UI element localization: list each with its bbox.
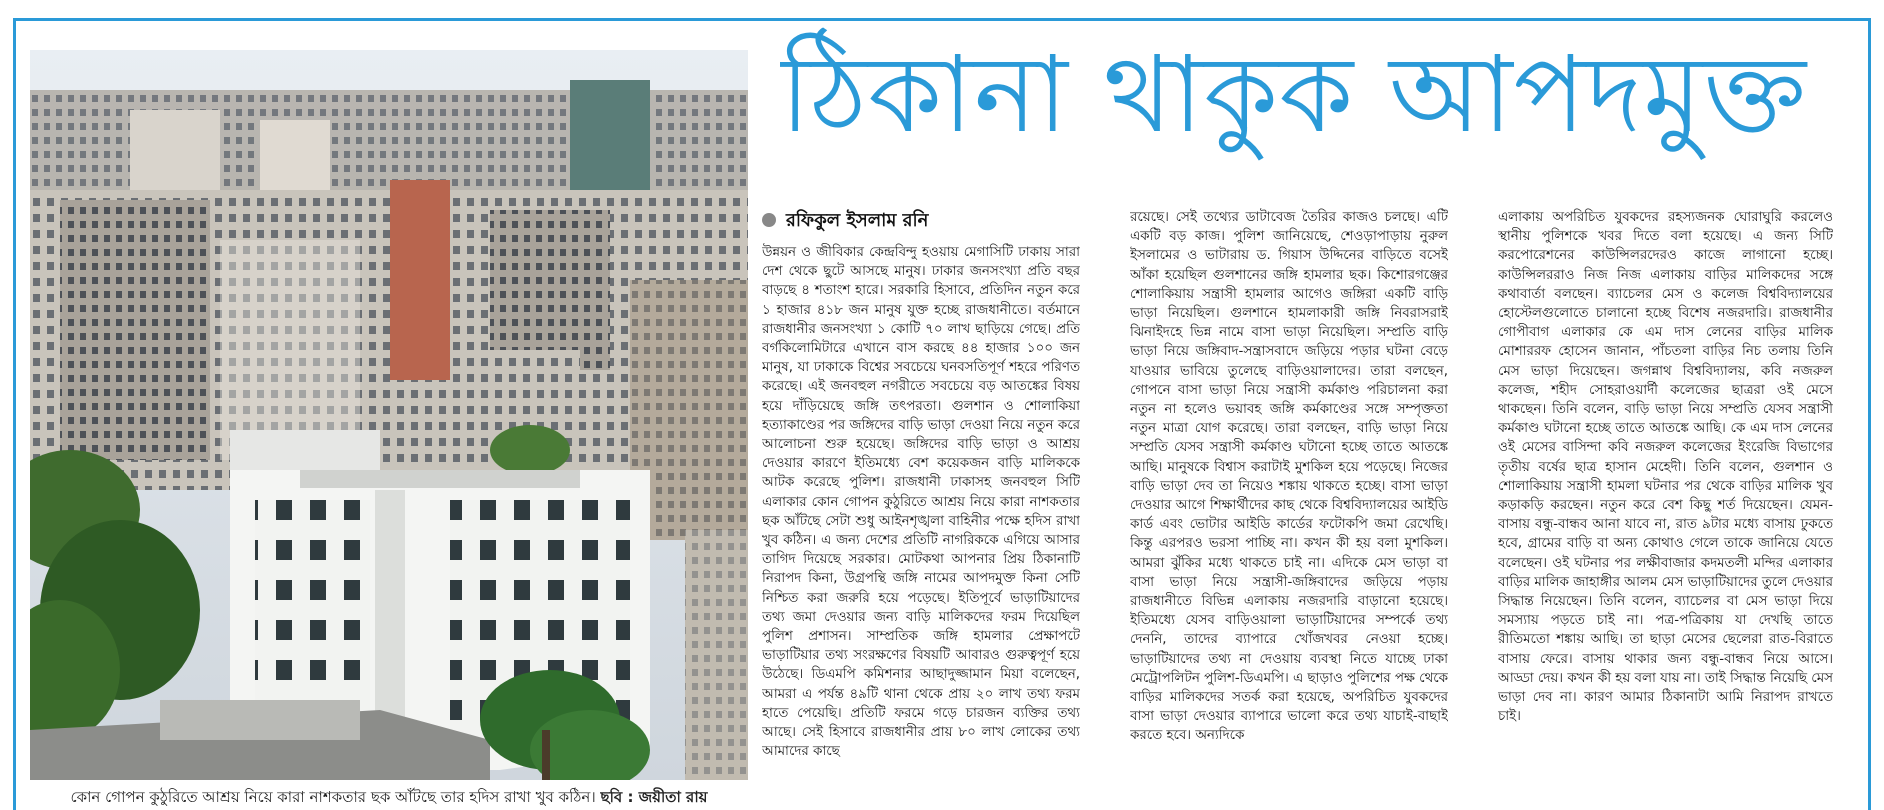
article-column-2 xyxy=(1130,208,1448,808)
column-text: রয়েছে। সেই তথ্যের ডাটাবেজ তৈরির কাজও চলছে। এটি একটি বড় কাজ। পুলিশ জানিয়েছে, শেওড়াপাড়ায় নুরুল ইসলামের ও ভাটারায় ড. গিয়াস উদ্দিনের বাড়িতে বসেই আঁকা হয়েছিল গুলশানের জঙ্গি হামলার ছক। কিশোরগঞ্জের শোলাকিয়ায় সন্ত্রাসী হামলার আগেও জঙ্গিরা একটি বাড়ি ভাড়া নিয়েছিল। গুলশানে হামলাকারী জঙ্গি নিবরাসরাই ঝিনাইদহে ভিন্ন নামে বাসা ভাড়া নিয়েছিল। সম্প্রতি বাড়ি ভাড়া নিয়ে জঙ্গিবাদ-সন্ত্রাসবাদে জড়িয়ে পড়ার ঘটনা বেড়ে যাওয়ার ভাবিয়ে তুলেছে বাড়িওয়ালাদের। তারা বলছেন, গোপনে বাসা ভাড়া নিয়ে সন্ত্রাসী কর্মকাণ্ড পরিচালনা করা নতুন না হলেও ভয়াবহ জঙ্গি কর্মকাণ্ডের সঙ্গে সম্পৃক্ততা নতুন মাত্রা যোগ করেছে। তারা বলছেন, বাড়ি ভাড়া নিয়ে সম্প্রতি যেসব সন্ত্রাসী কর্মকাণ্ড ঘটানো হচ্ছে তাতে আতঙ্কে আছি। মানুষকে বিশ্বাস করাটাই মুশকিল হয়ে পড়েছে। নিজের বাড়ি ভাড়া দেব তা নিয়েও শঙ্কায় থাকতে হচ্ছে। বাসা ভাড়া দেওয়ার আগে শিক্ষার্থীদের কাছ থেকে বিশ্ববিদ্যালয়ের আইডি কার্ড এবং ভোটার আইডি কার্ডের ফটোকপি জমা রেখেছি। কিন্তু এরপরও ভরসা পাচ্ছি না। কখন কী হয় বলা মুশকিল। আমরা ঝুঁকির মধ্যে থাকতে চাই না। এদিকে মেস ভাড়া বা বাসা ভাড়া নিয়ে সন্ত্রাসী-জঙ্গিবাদের জড়িয়ে পড়ায় রাজধানীতে বিভিন্ন এলাকায় নজরদারি বাড়ানো হয়েছে। ইতিমধ্যে যেসব বাড়িওয়ালা ভাড়াটিয়াদের সম্পর্কে তথ্য দেননি, তাদের ব্যাপারে খোঁজখবর নেওয়া হচ্ছে। ভাড়াটিয়াদের তথ্য না দেওয়ায় ব্যবস্থা নিতে যাচ্ছে ঢাকা মেট্রোপলিটন পুলিশ-ডিএমপি। এ ছাড়াও পুলিশের পক্ষ থেকে বাড়ির মালিকদের সতর্ক করা হয়েছে, অপরিচিত যুবকদের বাসা ভাড়া দেওয়ার ব্যাপারে ভালো করে তথ্য যাচাই-বাছাই করতে হবে। অন্যদিকে xyxy=(1130,210,1448,744)
article-photo xyxy=(30,50,748,780)
photo-caption xyxy=(30,786,748,808)
article-column-1 xyxy=(762,243,1080,808)
byline-author: রফিকুল ইসলাম রনি xyxy=(786,210,929,231)
column-text: উন্নয়ন ও জীবিকার কেন্দ্রবিন্দু হওয়ায় মেগাসিটি ঢাকায় সারা দেশ থেকে ছুটে আসছে মানুষ। ঢাকার জনসংখ্যা প্রতি বছর বাড়ছে ৪ শতাংশ হারে। সরকারি হিসাবে, প্রতিদিন নতুন করে ১ হাজার ৪১৮ জন মানুষ যুক্ত হচ্ছে রাজধানীতে। বর্তমানে রাজধানীর জনসংখ্যা ১ কোটি ৭০ লাখ ছাড়িয়ে গেছে। প্রতি বর্গকিলোমিটারে এখানে বাস করছে ৪৪ হাজার ১০০ জন মানুষ, যা ঢাকাকে বিশ্বের সবচেয়ে ঘনবসতিপূর্ণ শহরে পরিণত করেছে। এই জনবহুল নগরীতে সবচেয়ে বড় আতঙ্কের বিষয় হয়ে দাঁড়িয়েছে জঙ্গি তৎপরতা। গুলশান ও শোলাকিয়া হত্যাকাণ্ডের পর জঙ্গিদের বাড়ি ভাড়া দেওয়া নিয়ে নতুন করে আলোচনা শুরু হয়েছে। জঙ্গিদের বাড়ি ভাড়া ও আশ্রয় দেওয়ার কারণে ইতিমধ্যে বেশ কয়েকজন বাড়ি মালিককে আটক করেছে পুলিশ। রাজধানী ঢাকাসহ জনবহুল সিটি এলাকার কোন গোপন কুঠুরিতে আশ্রয় নিয়ে কারা নাশকতার ছক আঁটছে সেটা শুধু আইনশৃঙ্খলা বাহিনীর পক্ষে হদিস রাখা খুব কঠিন। এ জন্য দেশের প্রতিটি নাগরিককে এগিয়ে আসার তাগিদ দিয়েছে সরকার। মোটকথা আপনার প্রিয় ঠিকানাটি নিরাপদ কিনা, উগ্রপন্থি জঙ্গি নামের আপদমুক্ত কিনা সেটি নিশ্চিত করা জরুরি হয়ে পড়েছে। ইতিপূর্বে ভাড়াটিয়াদের তথ্য জমা দেওয়ার জন্য বাড়ি মালিকদের ফরম দিয়েছিল পুলিশ প্রশাসন। সাম্প্রতিক জঙ্গি হামলার প্রেক্ষাপটে ভাড়াটিয়ার তথ্য সংরক্ষণের বিষয়টি আবারও গুরুত্বপূর্ণ হয়ে উঠেছে। ডিএমপি কমিশনার আছাদুজ্জামান মিয়া বলেছেন, আমরা এ পর্যন্ত ৪৯টি থানা থেকে প্রায় ২০ লাখ তথ্য ফরম হাতে পেয়েছি। প্রতিটি ফরমে গড়ে চারজন ব্যক্তির তথ্য আছে। সেই হিসাবে রাজধানীর প্রায় ৮০ লাখ লোকের তথ্য আমাদের কাছে xyxy=(762,245,1080,760)
column-text: এলাকায় অপরিচিত যুবকদের রহস্যজনক ঘোরাঘুরি করলেও স্থানীয় পুলিশকে খবর দিতে বলা হয়েছে। এ জন্য সিটি করপোরেশনের কাউন্সিলরদেরও কাজে লাগানো হচ্ছে। কাউন্সিলররাও নিজ নিজ এলাকায় বাড়ির মালিকদের সঙ্গে কথাবার্তা বলছেন। ব্যাচেলর মেস ও কলেজ বিশ্ববিদ্যালয়ের হোস্টেলগুলোতে চালানো হচ্ছে বিশেষ নজরদারি। রাজধানীর গোপীবাগ এলাকার কে এম দাস লেনের বাড়ির মালিক মোশাররফ হোসেন জানান, পাঁচতলা বাড়ির নিচ তলায় তিনি মেস ভাড়া দিয়েছেন। জগন্নাথ বিশ্ববিদ্যালয়, কবি নজরুল কলেজ, শহীদ সোহরাওয়ার্দী কলেজের ছাত্ররা ওই মেসে থাকছেন। তিনি বলেন, বাড়ি ভাড়া নিয়ে সম্প্রতি যেসব সন্ত্রাসী কর্মকাণ্ড ঘটানো হচ্ছে তাতে আতঙ্কে আছি। কে এম দাস লেনের ওই মেসের বাসিন্দা কবি নজরুল কলেজের ইংরেজি বিভাগের তৃতীয় বর্ষের ছাত্র হাসান মেহেদী। তিনি বলেন, গুলশান ও শোলাকিয়ায় সন্ত্রাসী হামলা ঘটনার পর থেকে বাড়ির মালিক খুব কড়াকড়ি করছেন। নতুন করে বেশ কিছু শর্ত দিয়েছেন। যেমন- বাসায় বন্ধু-বান্ধব আনা যাবে না, রাত ৯টার মধ্যে বাসায় ঢুকতে হবে, গ্রামের বাড়ি বা অন্য কোথাও গেলে তাকে জানিয়ে যেতে বলেছেন। ওই ঘটনার পর লক্ষীবাজার কদমতলী মন্দির এলাকার বাড়ির মালিক জাহাঙ্গীর আলম মেস ভাড়াটিয়াদের তুলে দেওয়ার সিদ্ধান্ত নিয়েছেন। তিনি বলেন, ব্যাচেলর বা মেস ভাড়া দিয়ে সমস্যায় পড়তে চাই না। পত্র-পত্রিকায় যা দেখছি তাতে রীতিমতো শঙ্কায় আছি। তা ছাড়া মেসের ছেলেরা রাত-বিরাতে বাসায় ফেরে। বাসায় থাকার জন্য বন্ধু-বান্ধব নিয়ে আসে। আড্ডা দেয়। কখন কী হয় বলা যায় না। তাই সিদ্ধান্ত নিয়েছি মেস ভাড়া দেব না। কারণ আমার ঠিকানাটা আমি নিরাপদ রাখতে চাই। xyxy=(1498,210,1833,725)
caption-text: কোন গোপন কুঠুরিতে আশ্রয় নিয়ে কারা নাশকতার ছক আঁটছে তার হদিস রাখা খুব কঠিন। xyxy=(70,788,596,806)
article-headline: ঠিকানা থাকুক আপদমুক্ত xyxy=(780,33,1808,156)
byline-bullet-icon xyxy=(762,213,776,227)
article-column-3 xyxy=(1498,208,1833,808)
photo-credit: ছবি : জয়ীতা রায় xyxy=(600,788,708,806)
article-byline xyxy=(762,208,1102,234)
